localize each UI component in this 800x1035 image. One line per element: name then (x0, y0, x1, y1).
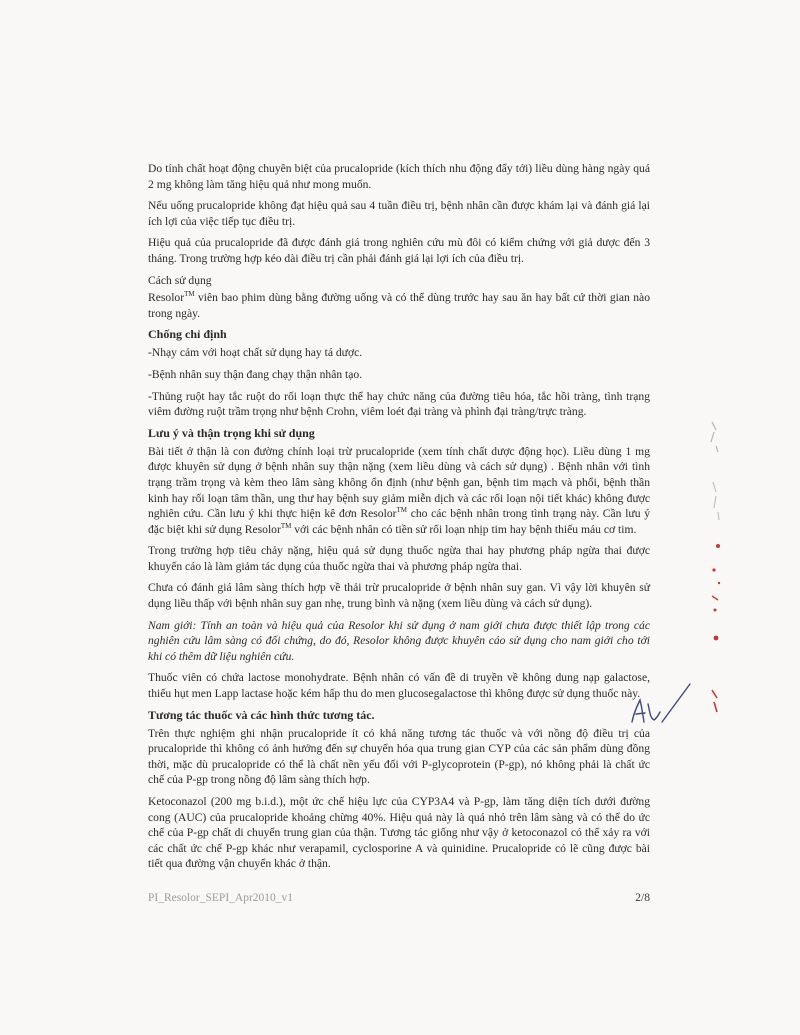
margin-marks (711, 422, 720, 712)
paragraph: -Bệnh nhân suy thận đang chạy thận nhân tạo. (148, 367, 363, 381)
paragraph: Chưa có đánh giá lâm sàng thích hợp về thải trừ prucalopride ở bệnh nhân suy gan. Vì vậy lời khuyên sử dụng liều thấp với bệnh nhân suy gan nhẹ, trung bình và nặng (xem liều dùng và cách sử dụng). (148, 581, 650, 611)
section-heading: Tương tác thuốc và các hình thức tương tác. (148, 707, 375, 722)
paragraph: Do tính chất hoạt động chuyên biệt của prucalopride (kích thích nhu động đẩy tới) liều dùng hàng ngày quá 2 mg không làm tăng hiệu quả như mong muốn. (148, 162, 650, 191)
paragraph: Nếu uống prucalopride không đạt hiệu quả sau 4 tuần điều trị, bệnh nhân cần được khám lại và đánh giá lại ích lợi của việc tiếp tục điều trị. (148, 199, 650, 228)
page-number: 2/8 (635, 892, 650, 904)
paragraph: Resolor™ viên bao phim dùng bằng đường uống và có thể dùng trước hay sau ăn hay bất cứ thời gian nào trong ngày. (148, 290, 650, 320)
paragraph: Thuốc viên có chứa lactose monohydrate. Bệnh nhân có vấn đề di truyền về không dung nạp galactose, thiếu hụt men Lapp lactase hoặc kém hấp thu do men glucosegalactose thì không được sử dụng thuốc này. (148, 671, 650, 701)
paragraph: Nam giới: Tính an toàn và hiệu quả của Resolor khi sử dụng ở nam giới chưa được thiết lập trong các nghiên cứu lâm sàng có đối chứng, do đó, Resolor không được khuyên cáo sử dụng cho nam giới cho tới khi có thêm dữ liệu nghiên cứu. (148, 618, 650, 663)
paragraph: Cách sử dụng (148, 273, 212, 287)
paragraph: -Nhạy cảm với hoạt chất sử dụng hay tá dược. (148, 346, 363, 360)
section-heading: Lưu ý và thận trọng khi sử dụng (148, 425, 315, 440)
paragraph: Trong trường hợp tiêu chảy nặng, hiệu quả sử dụng thuốc ngừa thai hay phương pháp ngừa thai được khuyến cáo là làm giảm tác dụng của thuốc ngừa thai và phương pháp ngừa thai. (148, 544, 650, 573)
paragraph: -Thủng ruột hay tắc ruột do rối loạn thực thể hay chức năng của đường tiêu hóa, tắc hồi tràng, tình trạng viêm đường ruột trầm trọng như bệnh Crohn, viêm loét đại tràng và phình đại tràng/trực tràng. (148, 389, 650, 419)
section-heading: Chống chỉ định (148, 327, 227, 342)
paragraph: Ketoconazol (200 mg b.i.d.), một ức chế hiệu lực của CYP3A4 và P-gp, làm tăng diện tích dưới đường cong (AUC) của prucalopride khoảng chừng 40%. Hiệu quả này là quá nhỏ trên lâm sàng và có thể do ức chế của P-gp chất di chuyển trung gian của thận. Tương tác giống như vậy ở ketoconazol có thể xảy ra với các chất ức chế P-gp khác như verapamil, cyclosporine A và quinidine. Prucalopride có lẽ cũng được bài tiết qua đường vận chuyển khác ở thận. (148, 795, 650, 871)
paragraph: Bài tiết ở thận là con đường chính loại trừ prucalopride (xem tính chất dược động học). Liều dùng 1 mg được khuyên sử dụng ở bệnh nhân suy thận nặng (xem liều dùng và cách sử dụng) . Bệnh nhân với tình trạng trầm trọng và kèm theo lâm sàng không ổn định (như bệnh gan, bệnh tim mạch và phổi, bệnh thần kinh hay rối loạn tâm thần, ung thư hay bệnh suy giảm miễn dịch và các rối loạn nội tiết khác) không được nghiên cứu. Cần lưu ý khi thực hiện kê đơn Resolor™ cho các bệnh nhân trong tình trạng này. Cần lưu ý đặc biệt khi sử dụng Resolor™ với các bệnh nhân có tiền sử rối loạn nhịp tim hay bệnh thiếu máu cơ tim. (148, 444, 650, 536)
paragraph: Trên thực nghiệm ghi nhận prucalopride ít có khả năng tương tác thuốc và với nồng độ điều trị của prucalopride thì không có ảnh hưởng đến sự chuyển hóa qua trung gian CYP của các sản phẩm dùng đồng thời, mặc dù prucalopride có thể là chất nền yếu đối với P-glycoprotein (P-gp), nó không phải là chất ức chế của P-gp trong nồng độ lâm sàng thích hợp. (148, 726, 650, 787)
document-body (148, 161, 650, 878)
footer-filename: PI_Resolor_SEPI_Apr2010_v1 (148, 892, 294, 904)
paragraph: Hiệu quả của prucalopride đã được đánh giá trong nghiên cứu mù đôi có kiểm chứng với giả dược đến 3 tháng. Trong trường hợp kéo dài điều trị cần phải đánh giá lại lợi ích của điều trị. (148, 236, 650, 265)
